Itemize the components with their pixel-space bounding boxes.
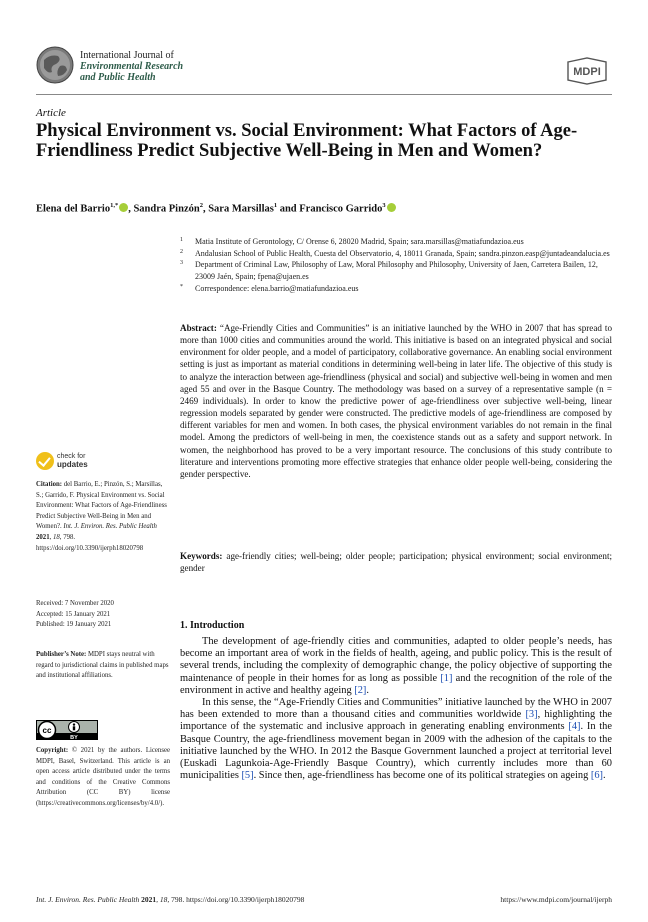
abstract (180, 322, 612, 480)
keywords-text: age-friendly cities; well-being; older people; participation; physical environment; social environment; gender (180, 551, 612, 574)
received-date: Received: 7 November 2020 (36, 600, 114, 607)
affiliation-item (180, 248, 612, 260)
publication-dates (36, 599, 170, 631)
mdpi-logo-text: MDPI (573, 66, 601, 78)
check-for-updates-button[interactable] (36, 452, 116, 474)
text-run: The development of age-friendly cities and communities, adapted to older people’s needs, has become an important area of work in the fields of health, ageing, and public policy. This is the result of several trends, including the complexity of demographic change, the policy objective of supporting the maintenance of people in their homes for as long as possible (180, 636, 612, 684)
citation-doi[interactable]: , 798. https://doi.org/10.3390/ijerph18020798 (36, 533, 144, 552)
footer-url[interactable]: https://www.mdpi.com/journal/ijerph (500, 895, 612, 904)
affiliation-text: Department of Criminal Law, Philosophy of Law, Moral Philosophy and Philosophy, University of Jaen, Carretera Bailen, 12, 23009 Jaén, Spain; fpena@ujaen.es (195, 260, 598, 282)
keywords-label: Keywords: (180, 551, 223, 561)
citation-label: Citation: (36, 481, 63, 488)
copyright-label: Copyright: (36, 747, 69, 754)
author-sup: 1,* (110, 202, 119, 209)
journal-globe-logo-icon (36, 46, 74, 84)
publisher-note (36, 650, 170, 682)
affiliation-list (180, 236, 612, 295)
check-updates-icon (36, 452, 54, 470)
author-list (36, 202, 396, 215)
copyright-block (36, 746, 170, 810)
footer-doi[interactable]: , 798. https://doi.org/10.3390/ijerph18020798 (167, 895, 305, 904)
author-name: Elena del Barrio (36, 203, 111, 215)
text-run: and the recognition of the role of the environment in active and healthy ageing (180, 672, 612, 696)
citation-journal: Int. J. Environ. Res. Public Health (63, 523, 157, 531)
orcid-icon[interactable] (119, 203, 128, 212)
citation-year: 2021 (36, 533, 50, 541)
text-run: . In the Basque Country, the age-friendliness movement began in 2009 with the adhesion of the capitals to the initiative launched by the WHO. In 2012 the Basque Government launched a project at territorial level (Euskadi Lagunkoia-Age-Friendly Basque Country), which currently includes more than 60 municipalities (180, 721, 612, 782)
citation-link[interactable]: [2] (354, 684, 367, 696)
check-updates-label (57, 453, 88, 470)
author-sup: 2 (199, 202, 203, 209)
author-separator: and (277, 203, 300, 215)
affiliation-number: 3 (180, 260, 183, 267)
author-name: Sara Marsillas (208, 203, 274, 215)
citation-text: del Barrio, E.; Pinzón, S.; Marsillas, S.; Garrido, F. Physical Environment vs. Social Environment: What Factors of Age-Friendliness Predict Subjective Well-Being in Men and Women?. (36, 481, 167, 531)
introduction-body (180, 636, 612, 782)
citation-block (36, 480, 170, 554)
journal-name (80, 50, 183, 83)
check-updates-line2: updates (57, 460, 88, 469)
citation-link[interactable]: [5] (241, 770, 254, 782)
paragraph (180, 697, 612, 782)
author-name: Sandra Pinzón (133, 203, 200, 215)
affiliation-item (180, 236, 612, 248)
citation-link[interactable]: [3] (525, 709, 538, 721)
orcid-icon[interactable] (387, 203, 396, 212)
affiliation-item (180, 283, 612, 295)
article-type: Article (36, 107, 66, 119)
journal-name-line3: and Public Health (80, 72, 156, 83)
author-sup: 3 (382, 202, 386, 209)
affiliation-number: 2 (180, 248, 183, 255)
affiliation-text: Andalusian School of Public Health, Cuesta del Observatorio, 4, 18011 Granada, Spain; sandra.pinzon.easp@juntadeandalucia.es (195, 248, 610, 258)
publisher-note-label: Publisher’s Note: (36, 651, 87, 658)
affiliation-text: Correspondence: elena.barrio@matiafundazioa.eus (195, 283, 359, 293)
text-run: . (603, 770, 606, 782)
journal-name-line1: International Journal of (80, 50, 174, 61)
affiliation-number: 1 (180, 237, 183, 243)
cc-by-text: BY (70, 734, 78, 740)
citation-link[interactable]: [6] (590, 770, 604, 782)
citation-link[interactable]: [4] (568, 721, 581, 733)
text-run: In this sense, the “Age-Friendly Cities and Communities” initiative launched by the WHO in 2007 has been extended to more than a thousand cities and communities worldwide (180, 697, 612, 721)
citation-volume: , 18 (49, 533, 60, 541)
text-run: , highlighting the importance of the systematic and inclusive approach in generating enabling environments (180, 709, 613, 733)
abstract-label: Abstract: (180, 323, 217, 333)
mdpi-logo-icon (562, 56, 612, 86)
affiliation-text: Matia Institute of Gerontology, C/ Orense 6, 28020 Madrid, Spain; sara.marsillas@matiafundazioa.eus (195, 237, 524, 246)
accepted-date: Accepted: 15 January 2021 (36, 610, 111, 618)
published-date: Published: 19 January 2021 (36, 621, 112, 629)
author-separator: , (202, 203, 209, 215)
footer-volume: , 18 (156, 895, 168, 904)
article-title: Physical Environment vs. Social Environment: What Factors of Age-Friendliness Predict Subjective Well-Being in Men and Women? (36, 121, 578, 161)
footer-citation (36, 895, 304, 904)
text-run: . Since then, age-friendliness has become one of its political strategies on ageing (253, 770, 591, 782)
author-separator: , (128, 203, 134, 215)
affiliation-number: * (180, 283, 183, 290)
publisher-note-text: MDPI stays neutral with regard to jurisdictional claims in published maps and institutional affiliations. (36, 651, 169, 680)
footer-year: 2021 (139, 895, 157, 904)
author-name: Francisco Garrido (299, 203, 383, 215)
svg-text:cc: cc (42, 726, 52, 735)
footer-journal: Int. J. Environ. Res. Public Health (36, 895, 140, 904)
abstract-text: “Age-Friendly Cities and Communities” is an initiative launched by the WHO in 2007 that has spread to more than 1000 cities and communities around the world. This initiative is based on an integrated physical and social environment for older people, and a model of participatory, collaborative governance. An enabling social environment setting is just as important as material conditions in determining well-being in later life. The objective of this study is to analyze the interaction between age-friendliness (physical and social) and subjective well-being in women and men aged 55 and over in the Basque Country. The methodology was based on a survey of a representative sample (n = 2469 individuals). In order to know the predictive power of age-friendliness over subjective well-being, linear regression models separated by gender were constructed. The predictive models of age-friendliness are composed by different variables for men and women. In both cases, the physical environment variables do not remain in the final model. Among the predictors of well-being in men, the coexistence stands out as a safety and support network. In women, the neighborhood has proved to be a very important resource. The conclusions of this study contribute to literature and interventions promoting more effective strategies that enhance older people well-being, considering the gender perspective. (180, 323, 612, 479)
affiliation-item (180, 259, 612, 282)
keywords (180, 550, 612, 574)
author-sup: 1 (273, 202, 278, 209)
paragraph (180, 636, 612, 697)
cc-by-license-icon[interactable] (36, 720, 98, 740)
citation-link[interactable]: [1] (440, 672, 453, 684)
section-heading: 1. Introduction (180, 620, 245, 631)
text-run: . (366, 684, 370, 696)
copyright-text: © 2021 by the authors. Licensee MDPI, Basel, Switzerland. This article is an open access article distributed under the terms and conditions of the Creative Commons Attribution (CC BY) license (https://creativecommons.org/licenses/by/4.0/). (36, 747, 170, 807)
journal-name-line2: Environmental Research (80, 61, 184, 72)
header-divider (36, 94, 612, 95)
check-updates-line1: check for (57, 453, 86, 460)
